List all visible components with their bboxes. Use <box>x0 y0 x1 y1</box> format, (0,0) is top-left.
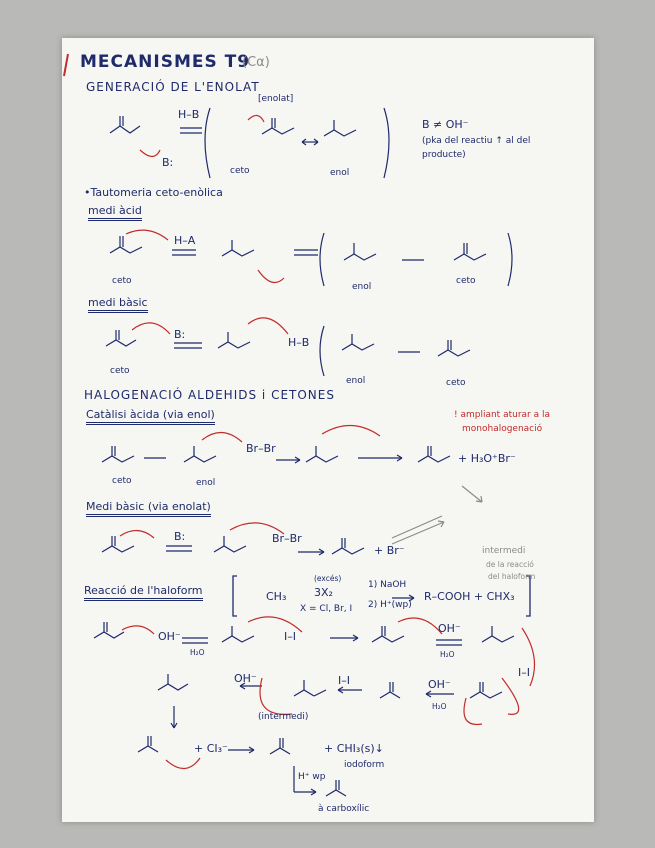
oh-reagent-2: OH⁻ <box>438 622 461 635</box>
halo-basic-arrows <box>120 523 284 538</box>
haloform-excess: (excés) <box>314 574 342 583</box>
intermedi-label: (intermedi) <box>258 712 309 722</box>
catalisi-acida-heading: Catàlisi àcida (via enol) <box>86 408 215 425</box>
chi3-product: + CHI₃(s)↓ <box>324 742 384 755</box>
page-title: MECANISMES T9 <box>80 52 251 72</box>
ceto-label-3: ceto <box>456 276 476 286</box>
base-b-2: B: <box>174 328 186 341</box>
medi-basic-heading: medi bàsic <box>88 296 148 313</box>
br2-reagent-1: Br–Br <box>246 442 276 455</box>
enolat-label: [enolat] <box>258 94 294 104</box>
br2-reagent-2: Br–Br <box>272 532 302 545</box>
haloform-heading: Reacció de l'haloform <box>84 584 203 601</box>
enolat-note-2: (pka del reactiu ↑ al del <box>422 136 531 146</box>
i2-reagent-2: I–I <box>518 666 530 679</box>
enolat-arrows <box>140 115 264 156</box>
intermedi-note-2: de la reacció <box>486 560 534 569</box>
medi-acid-structures <box>110 233 512 286</box>
halo-note-1: ! ampliant aturar a la <box>454 410 550 420</box>
acid-carboxilic-label: à carboxílic <box>318 804 370 814</box>
halo-note-2: monohalogenació <box>462 424 543 434</box>
title-note: (Cα) <box>242 55 270 70</box>
i2-reagent-1: I–I <box>284 630 296 643</box>
intermedi-note-3: del haloform <box>488 572 536 581</box>
iodoform-label: iodoform <box>344 760 385 770</box>
catalisi-acida-arrows <box>202 425 380 442</box>
enolat-note-1: B ≠ OH⁻ <box>422 118 469 131</box>
haloform-reagent: 3X₂ <box>314 586 333 599</box>
ci3-leaving: + CI₃⁻ <box>194 742 228 755</box>
ceto-label-2: ceto <box>112 276 132 286</box>
intermedi-note-1: intermedi <box>482 546 526 556</box>
haloform-row1-arrows <box>122 617 535 686</box>
haloform-row3-arrows <box>166 758 200 769</box>
ch3-group: CH₃ <box>266 590 287 603</box>
notebook-page <box>62 38 594 822</box>
oh-reagent-1: OH⁻ <box>158 630 181 643</box>
margin-mark <box>64 54 68 76</box>
h2o-label-1: H₂O <box>190 648 205 657</box>
section-enolat-heading: GENERACIÓ DE L'ENOLAT <box>86 80 260 94</box>
haloform-step1: 1) NaOH <box>368 580 407 590</box>
haloform-product: R–COOH + CHX₃ <box>424 590 515 603</box>
hb-reagent: H–B <box>178 108 200 121</box>
section-halogenacio-heading: HALOGENACIÓ ALDEHIDS i CETONES <box>84 388 335 402</box>
ceto-label-4: ceto <box>110 366 130 376</box>
haloform-x-definition: X = Cl, Br, I <box>300 604 353 614</box>
haloform-row3 <box>138 736 346 796</box>
enolat-note-3: producte) <box>422 150 466 160</box>
h2o-label-2: H₂O <box>440 650 455 659</box>
oh-reagent-3: OH⁻ <box>234 672 257 685</box>
base-b: B: <box>162 156 174 169</box>
halo-basic-structures <box>102 536 364 555</box>
base-b-3: B: <box>174 530 186 543</box>
ceto-label-1: ceto <box>230 166 250 176</box>
haloform-step2: 2) H⁺(wp) <box>368 600 412 610</box>
h2o-label-3: H₂O <box>432 702 447 711</box>
br-minus-product: + Br⁻ <box>374 544 405 557</box>
catalisi-acida-structures <box>102 446 450 463</box>
grey-arrows <box>392 486 482 544</box>
enol-label-3: enol <box>346 376 366 386</box>
medi-basic-enolat-heading: Medi bàsic (via enolat) <box>86 500 211 517</box>
oh-reagent-4: OH⁻ <box>428 678 451 691</box>
tautomeria-heading: •Tautomeria ceto-enòlica <box>84 186 223 199</box>
hb-label-2: H–B <box>288 336 310 349</box>
ha-reagent: H–A <box>174 234 196 247</box>
enol-label-2: enol <box>352 282 372 292</box>
enol-label-1: enol <box>330 168 350 178</box>
ceto-label-6: ceto <box>112 476 132 486</box>
enol-label-4: enol <box>196 478 216 488</box>
ceto-label-5: ceto <box>446 378 466 388</box>
acid-workup-label: H⁺ wp <box>298 772 326 782</box>
medi-acid-arrows <box>126 230 284 282</box>
medi-basic-arrows <box>132 318 288 334</box>
medi-acid-heading: medi àcid <box>88 204 142 221</box>
i2-reagent-3: I–I <box>338 674 350 687</box>
h3o-br-product: + H₃O⁺Br⁻ <box>458 452 516 465</box>
